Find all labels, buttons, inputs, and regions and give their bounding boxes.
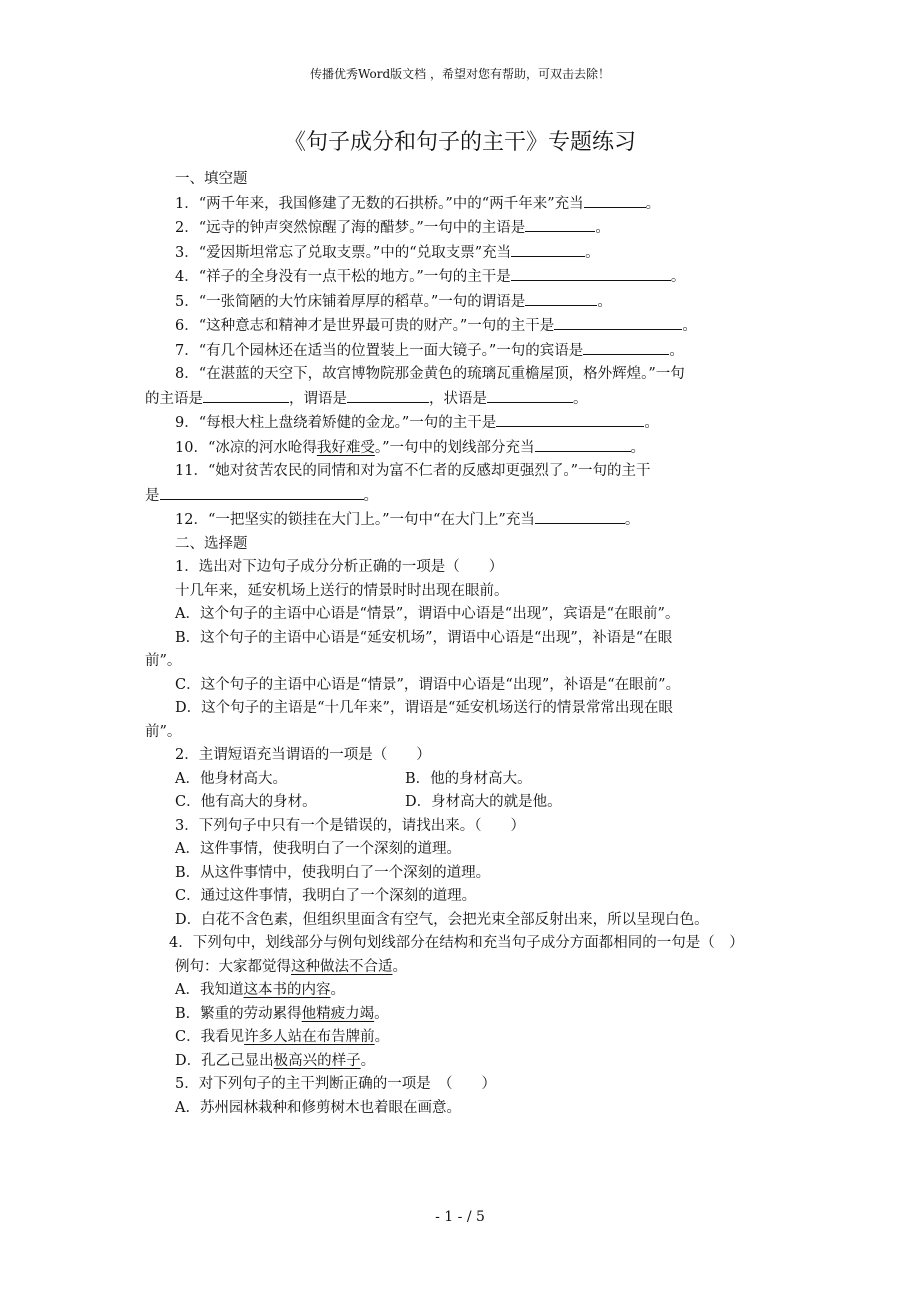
answer-blank bbox=[535, 436, 631, 452]
fill-question-7: 7．“有几个园林还在适当的位置装上一面大镜子。”一句的宾语是 。 bbox=[145, 339, 785, 364]
choice-question-4-stem: 4．下列句中，划线部分与例句划线部分在结构和充当句子成分方面都相同的一句是（ ） bbox=[169, 935, 744, 951]
choice-option: C．他有高大的身材。 bbox=[175, 794, 317, 810]
choice-option: B．繁重的劳动累得他精疲力竭。 bbox=[175, 1005, 389, 1022]
answer-blank bbox=[535, 508, 625, 524]
fill-question-8-cont: 的主语是 ，谓语是 ，状语是 。 bbox=[145, 387, 785, 412]
fill-question-10: 10．“冰凉的河水呛得我好难受。”一句中的划线部分充当 。 bbox=[145, 436, 785, 461]
answer-blank bbox=[511, 241, 585, 257]
choice-question-1-stem: 1．选出对下边句子成分分析正确的一项是（ ） bbox=[175, 559, 504, 575]
fill-question-1: 1．“两千年来，我国修建了无数的石拱桥。”中的“两千年来”充当 。 bbox=[145, 192, 785, 217]
choice-question-1-sentence: 十几年来，延安机场上送行的情景时时出现在眼前。 bbox=[175, 582, 509, 599]
underlined-phrase: 他精疲力竭 bbox=[301, 1005, 375, 1022]
fill-question-3: 3．“爱因斯坦常忘了兑取支票。”中的“兑取支票”充当 。 bbox=[145, 241, 785, 266]
underlined-phrase: 这种做法不合适 bbox=[291, 958, 393, 975]
choice-option: D．孔乙己显出极高兴的样子。 bbox=[175, 1052, 376, 1069]
choice-option-row bbox=[145, 791, 785, 815]
answer-blank bbox=[525, 216, 595, 232]
answer-blank bbox=[203, 387, 289, 403]
fill-question-12: 12．“一把坚实的锁挂在大门上。”一句中“在大门上”充当 。 bbox=[145, 508, 785, 533]
choice-option: D．白花不含色素，但组织里面含有空气，会把光束全部反射出来，所以呈现白色。 bbox=[175, 911, 709, 928]
answer-blank bbox=[487, 387, 573, 403]
choice-option: A．我知道这本书的内容。 bbox=[175, 982, 345, 998]
choice-option: B．这个句子的主语中心语是“延安机场”，谓语中心语是“出现”，补语是“在眼 bbox=[175, 629, 673, 646]
fill-question-9: 9．“每根大柱上盘绕着矫健的金龙。”一句的主干是 。 bbox=[145, 411, 785, 436]
fill-question-2: 2．“远寺的钟声突然惊醒了海的醋梦。”一句中的主语是 。 bbox=[145, 216, 785, 241]
underlined-phrase: 许多人站在布告牌前 bbox=[244, 1029, 375, 1045]
fill-question-6: 6．“这种意志和精神才是世界最可贵的财产。”一句的主干是 。 bbox=[145, 314, 785, 339]
choice-option-cont: 前”。 bbox=[145, 653, 182, 669]
fill-question-8: 8．“在湛蓝的天空下，故宫博物院那金黄色的琉璃瓦重檐屋顶，格外辉煌。”一句 bbox=[175, 366, 685, 382]
answer-blank bbox=[583, 339, 669, 355]
choice-option: B．他的身材高大。 bbox=[405, 770, 532, 787]
document-body bbox=[145, 168, 785, 1120]
page-number: - 1 - / 5 bbox=[435, 1209, 485, 1225]
answer-blank bbox=[160, 484, 364, 500]
choice-option: D．这个句子的主语是“十几年来”，谓语是“延安机场送行的情景常常出现在眼 bbox=[175, 700, 673, 716]
choice-option: C．我看见许多人站在布告牌前。 bbox=[175, 1029, 390, 1045]
choice-option: A．这个句子的主语中心语是“情景”，谓语中心语是“出现”，宾语是“在眼前”。 bbox=[175, 606, 680, 622]
section-heading-fill: 一、填空题 bbox=[175, 171, 248, 187]
answer-blank bbox=[511, 265, 671, 281]
fill-question-11: 11．“她对贫苦农民的同情和对为富不仁者的反感却更强烈了。”一句的主干 bbox=[175, 463, 651, 479]
choice-question-3-stem: 3．下列句子中只有一个是错误的，请找出来。（ ） bbox=[175, 817, 525, 834]
answer-blank bbox=[554, 314, 682, 330]
answer-blank bbox=[347, 387, 429, 403]
choice-option: B．从这件事情中，使我明白了一个深刻的道理。 bbox=[175, 864, 491, 881]
header-note: 传播优秀Word版文档 ，希望对您有帮助，可双击去除！ bbox=[310, 67, 610, 81]
page-title: 《句子成分和句子的主干》专题练习 bbox=[283, 130, 636, 155]
answer-blank bbox=[496, 411, 644, 427]
choice-option: A．苏州园林栽种和修剪树木也着眼在画意。 bbox=[175, 1099, 461, 1116]
choice-option: C．通过这件事情，我明白了一个深刻的道理。 bbox=[175, 888, 477, 904]
underlined-phrase: 我好难受 bbox=[316, 439, 375, 456]
answer-blank bbox=[525, 290, 597, 306]
underlined-phrase: 这本书的内容 bbox=[243, 982, 331, 998]
choice-option-row bbox=[145, 768, 785, 792]
choice-question-4-example: 例句：大家都觉得这种做法不合适。 bbox=[175, 958, 407, 975]
choice-question-5-stem: 5．对下列句子的主干判断正确的一项是 （ ） bbox=[175, 1076, 496, 1092]
choice-option: A．这件事情，使我明白了一个深刻的道理。 bbox=[175, 841, 461, 857]
fill-question-4: 4．“祥子的全身没有一点干松的地方。”一句的主干是 。 bbox=[145, 265, 785, 290]
answer-blank bbox=[584, 192, 646, 208]
choice-option: C．这个句子的主语中心语是“情景”，谓语中心语是“出现”，补语是“在眼前”。 bbox=[175, 676, 681, 693]
fill-question-11-cont: 是 。 bbox=[145, 484, 785, 509]
section-heading-choice: 二、选择题 bbox=[175, 535, 248, 552]
choice-question-2-stem: 2．主谓短语充当谓语的一项是（ ） bbox=[175, 747, 431, 763]
underlined-phrase: 极高兴的样子 bbox=[273, 1052, 361, 1069]
fill-question-5: 5．“一张简陋的大竹床铺着厚厚的稻草。”一句的谓语是 。 bbox=[145, 290, 785, 315]
choice-option-cont: 前”。 bbox=[145, 723, 182, 740]
choice-option: D．身材高大的就是他。 bbox=[405, 794, 562, 810]
choice-option: A．他身材高大。 bbox=[175, 770, 287, 787]
